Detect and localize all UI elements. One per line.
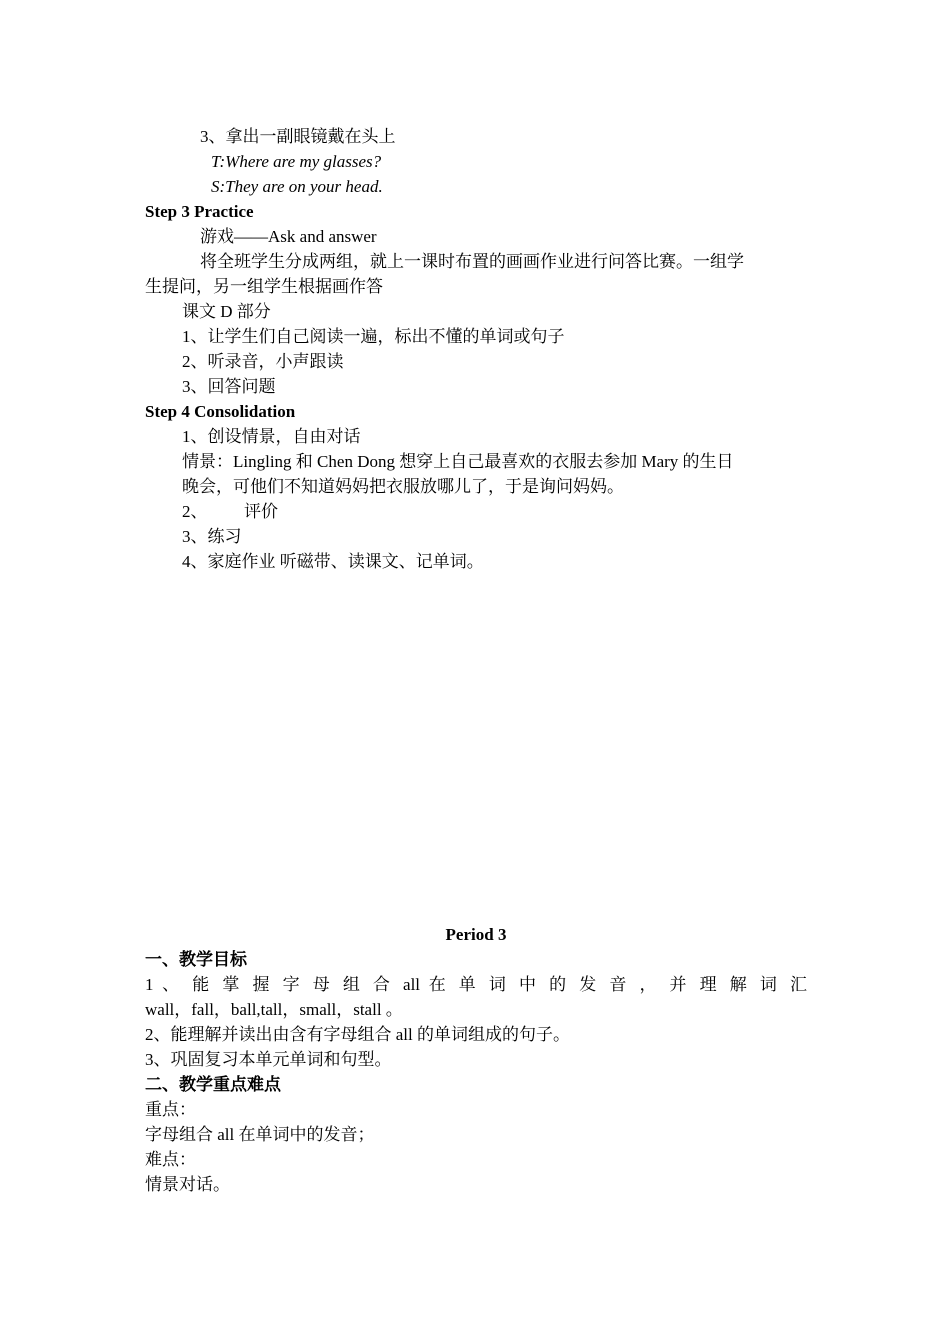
key-point-label: 重点： bbox=[145, 1100, 196, 1119]
key-point-text: 字母组合 all 在单词中的发音； bbox=[145, 1125, 375, 1144]
goal-1-line1: 1 、 能 掌 握 字 母 组 合 all 在 单 词 中 的 发 音 ， 并 理 解 词 汇 bbox=[145, 975, 807, 994]
difficulty-label: 难点： bbox=[145, 1150, 196, 1169]
step4-item-1: 1、创设情景，自由对话 bbox=[182, 427, 361, 446]
step4-scene-line1: 情景：Lingling 和 Chen Dong 想穿上自己最喜欢的衣服去参加 Mary 的生日 bbox=[182, 452, 734, 471]
goal-1-line2: wall，fall，ball,tall，small，stall 。 bbox=[145, 1000, 403, 1019]
step3-item: 3、回答问题 bbox=[182, 377, 276, 396]
step2-item-3: 3、拿出一副眼镜戴在头上 bbox=[200, 127, 396, 146]
goals-heading: 一、教学目标 bbox=[145, 950, 247, 969]
period-title: Period 3 bbox=[445, 925, 507, 944]
dialog-student-line: S:They are on your head. bbox=[211, 177, 383, 196]
goal-3: 3、巩固复习本单元单词和句型。 bbox=[145, 1050, 392, 1069]
step3-item: 1、让学生们自己阅读一遍，标出不懂的单词或句子 bbox=[182, 327, 565, 346]
key-points-heading: 二、教学重点难点 bbox=[145, 1075, 281, 1094]
step4-scene-line2: 晚会，可他们不知道妈妈把衣服放哪儿了，于是询问妈妈。 bbox=[182, 477, 624, 496]
step4-item-2-text: 评价 bbox=[244, 502, 278, 521]
step4-item-3: 3、练习 bbox=[182, 527, 242, 546]
step4-heading: Step 4 Consolidation bbox=[145, 402, 296, 421]
step3-part-d: 课文 D 部分 bbox=[182, 302, 271, 321]
step3-desc-line1: 将全班学生分成两组，就上一课时布置的画画作业进行问答比赛。一组学 bbox=[200, 252, 744, 271]
difficulty-text: 情景对话。 bbox=[145, 1175, 230, 1194]
step3-item: 2、听录音，小声跟读 bbox=[182, 352, 344, 371]
step4-item-4: 4、家庭作业 听磁带、读课文、记单词。 bbox=[182, 552, 484, 571]
step3-game: 游戏——Ask and answer bbox=[200, 227, 377, 246]
dialog-teacher-line: T:Where are my glasses? bbox=[211, 152, 382, 171]
step3-heading: Step 3 Practice bbox=[145, 202, 254, 221]
step3-desc-line2: 生提问，另一组学生根据画作答 bbox=[145, 277, 383, 296]
goal-2: 2、能理解并读出由含有字母组合 all 的单词组成的句子。 bbox=[145, 1025, 570, 1044]
step4-item-2-number: 2、 bbox=[182, 502, 208, 521]
